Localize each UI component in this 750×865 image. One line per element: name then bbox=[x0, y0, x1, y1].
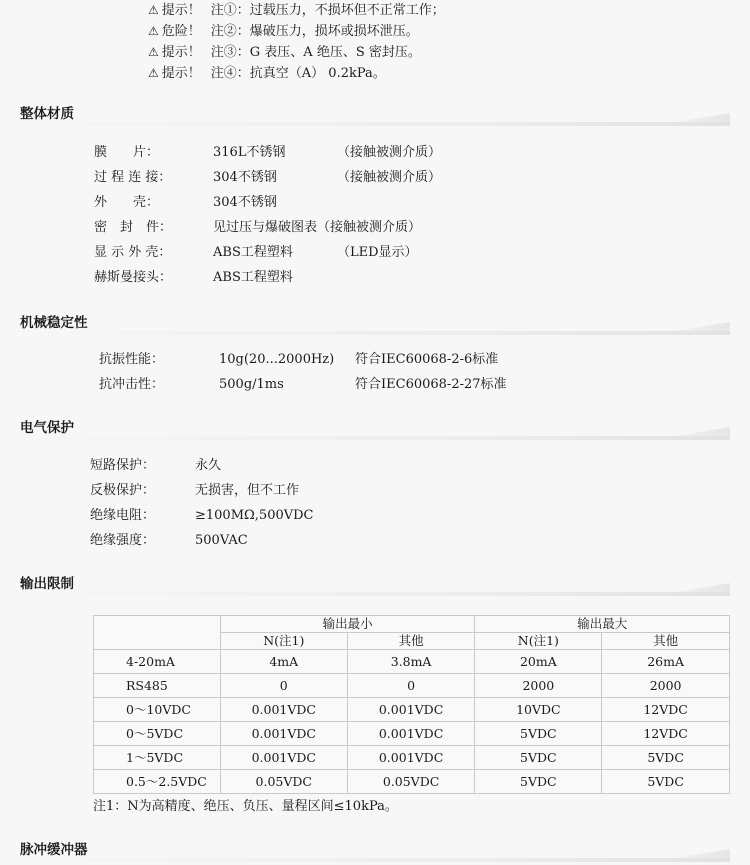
cell-max-n: 5VDC bbox=[475, 746, 602, 770]
section-divider bbox=[20, 858, 730, 862]
section-title-pulse bbox=[20, 836, 730, 862]
section-divider-wedge bbox=[640, 322, 730, 331]
spec-value: ABS工程塑料 bbox=[213, 245, 293, 260]
table-row bbox=[94, 722, 730, 746]
spec-value: 永久 bbox=[195, 458, 222, 473]
spec-label: 赫斯曼接头： bbox=[94, 270, 173, 285]
cell-max-n: 2000 bbox=[475, 674, 602, 698]
cell-min-other: 0 bbox=[347, 674, 475, 698]
materials-list bbox=[94, 140, 514, 290]
header-output-max: 输出最大 bbox=[475, 616, 730, 633]
spec-label: 过 程 连 接： bbox=[94, 170, 172, 185]
cell-min-n: 0 bbox=[220, 674, 347, 698]
spec-note: （接触被测介质） bbox=[337, 170, 442, 185]
cell-max-other: 2000 bbox=[602, 674, 730, 698]
spec-note: 符合IEC60068-2-6标准 bbox=[355, 352, 499, 367]
warning-icon: ⚠ bbox=[148, 24, 159, 38]
warning-icon: ⚠ bbox=[148, 66, 159, 80]
subheader-other: 其他 bbox=[602, 633, 730, 650]
spec-label: 显 示 外 壳： bbox=[94, 245, 172, 260]
electrical-list bbox=[90, 453, 410, 553]
spec-label: 绝缘电阻： bbox=[90, 508, 156, 523]
section-title-text: 机械稳定性 bbox=[20, 315, 88, 331]
spec-note: （LED显示） bbox=[337, 245, 418, 260]
list-item bbox=[94, 265, 514, 290]
spec-label: 绝缘强度： bbox=[90, 533, 156, 548]
note-type: 提示！ bbox=[161, 66, 201, 81]
spec-label: 短路保护： bbox=[90, 458, 156, 473]
section-divider-wedge bbox=[640, 113, 730, 122]
spec-label: 抗冲击性： bbox=[99, 377, 165, 392]
list-item bbox=[94, 140, 514, 165]
note-1 bbox=[148, 0, 445, 21]
row-label: 0～10VDC bbox=[94, 698, 221, 722]
row-label: 4-20mA bbox=[94, 650, 221, 674]
row-label: RS485 bbox=[94, 674, 221, 698]
cell-min-other: 3.8mA bbox=[347, 650, 475, 674]
subheader-n: N(注1) bbox=[475, 633, 602, 650]
list-item bbox=[94, 215, 514, 240]
list-item bbox=[99, 372, 539, 397]
cell-max-other: 26mA bbox=[602, 650, 730, 674]
spec-label: 抗振性能： bbox=[99, 352, 165, 367]
spec-value: ≥100MΩ,500VDC bbox=[195, 508, 314, 523]
spec-value: 无损害，但不工作 bbox=[195, 483, 300, 498]
subheader-n: N(注1) bbox=[220, 633, 347, 650]
note-4 bbox=[148, 63, 445, 84]
section-divider bbox=[20, 592, 730, 596]
section-divider bbox=[20, 436, 730, 440]
note-text: 注①：过载压力，不损坏但不正常工作； bbox=[210, 3, 445, 18]
cell-min-other: 0.001VDC bbox=[347, 722, 475, 746]
list-item bbox=[90, 478, 410, 503]
section-divider-wedge bbox=[640, 583, 730, 592]
cell-max-n: 20mA bbox=[475, 650, 602, 674]
note-type: 危险！ bbox=[161, 24, 201, 39]
cell-min-n: 0.001VDC bbox=[220, 698, 347, 722]
cell-min-n: 0.001VDC bbox=[220, 746, 347, 770]
section-title-electrical bbox=[20, 414, 730, 440]
table-row bbox=[94, 698, 730, 722]
spec-value: 304不锈钢 bbox=[213, 195, 277, 210]
table-header-row bbox=[94, 616, 730, 633]
cell-min-n: 0.05VDC bbox=[220, 770, 347, 794]
list-item bbox=[90, 453, 410, 478]
section-divider-wedge bbox=[640, 427, 730, 436]
spec-value: 304不锈钢 bbox=[213, 170, 277, 185]
cell-min-other: 0.05VDC bbox=[347, 770, 475, 794]
spec-value: 316L不锈钢 bbox=[213, 145, 286, 160]
header-output-min: 输出最小 bbox=[220, 616, 475, 633]
cell-min-other: 0.001VDC bbox=[347, 746, 475, 770]
cell-max-other: 5VDC bbox=[602, 746, 730, 770]
section-title-mechanical bbox=[20, 309, 730, 335]
spec-value: 500g/1ms bbox=[219, 377, 284, 392]
spec-label: 外 壳： bbox=[94, 195, 160, 210]
subheader-other: 其他 bbox=[347, 633, 475, 650]
cell-max-n: 5VDC bbox=[475, 722, 602, 746]
list-item bbox=[90, 503, 410, 528]
output-limits-table bbox=[93, 615, 730, 794]
note-type: 提示！ bbox=[161, 3, 201, 18]
list-item bbox=[94, 240, 514, 265]
row-label: 0.5～2.5VDC bbox=[94, 770, 221, 794]
table-row bbox=[94, 650, 730, 674]
note-text: 注④：抗真空（A） 0.2kPa。 bbox=[210, 66, 386, 81]
spec-note: （接触被测介质） bbox=[337, 145, 442, 160]
note-text: 注②：爆破压力，损坏或损坏泄压。 bbox=[210, 24, 419, 39]
spec-value: ABS工程塑料 bbox=[213, 270, 293, 285]
warning-notes bbox=[148, 0, 445, 84]
cell-min-n: 4mA bbox=[220, 650, 347, 674]
cell-min-other: 0.001VDC bbox=[347, 698, 475, 722]
section-title-materials bbox=[20, 100, 730, 126]
warning-icon: ⚠ bbox=[148, 3, 159, 17]
spec-label: 密 封 件： bbox=[94, 220, 173, 235]
section-title-text: 整体材质 bbox=[20, 106, 74, 122]
table-corner-cell bbox=[94, 616, 221, 650]
spec-value: 500VAC bbox=[195, 533, 248, 548]
spec-value: 见过压与爆破图表（接触被测介质） bbox=[213, 220, 422, 235]
table-row bbox=[94, 746, 730, 770]
spec-note: 符合IEC60068-2-27标准 bbox=[355, 377, 507, 392]
list-item bbox=[90, 528, 410, 553]
cell-max-other: 12VDC bbox=[602, 698, 730, 722]
section-title-text: 电气保护 bbox=[20, 420, 74, 436]
row-label: 0～5VDC bbox=[94, 722, 221, 746]
section-divider bbox=[20, 331, 730, 335]
table-row bbox=[94, 674, 730, 698]
spec-value: 10g(20...2000Hz) bbox=[219, 352, 335, 367]
cell-max-n: 5VDC bbox=[475, 770, 602, 794]
cell-max-other: 12VDC bbox=[602, 722, 730, 746]
list-item bbox=[99, 347, 539, 372]
table-row bbox=[94, 770, 730, 794]
mechanical-list bbox=[99, 347, 539, 397]
note-2 bbox=[148, 21, 445, 42]
section-title-text: 脉冲缓冲器 bbox=[20, 842, 88, 858]
section-divider-wedge bbox=[640, 849, 730, 858]
list-item bbox=[94, 165, 514, 190]
note-text: 注③：G 表压、A 绝压、S 密封压。 bbox=[210, 45, 421, 60]
cell-max-n: 10VDC bbox=[475, 698, 602, 722]
warning-icon: ⚠ bbox=[148, 45, 159, 59]
spec-label: 膜 片： bbox=[94, 145, 160, 160]
cell-min-n: 0.001VDC bbox=[220, 722, 347, 746]
row-label: 1～5VDC bbox=[94, 746, 221, 770]
table-footnote: 注1：N为高精度、绝压、负压、量程区间≤10kPa。 bbox=[93, 799, 398, 814]
spec-label: 反极保护： bbox=[90, 483, 156, 498]
cell-max-other: 5VDC bbox=[602, 770, 730, 794]
note-type: 提示！ bbox=[161, 45, 201, 60]
section-divider bbox=[20, 122, 730, 126]
note-3 bbox=[148, 42, 445, 63]
list-item bbox=[94, 190, 514, 215]
section-title-text: 输出限制 bbox=[20, 576, 74, 592]
section-title-output bbox=[20, 570, 730, 596]
